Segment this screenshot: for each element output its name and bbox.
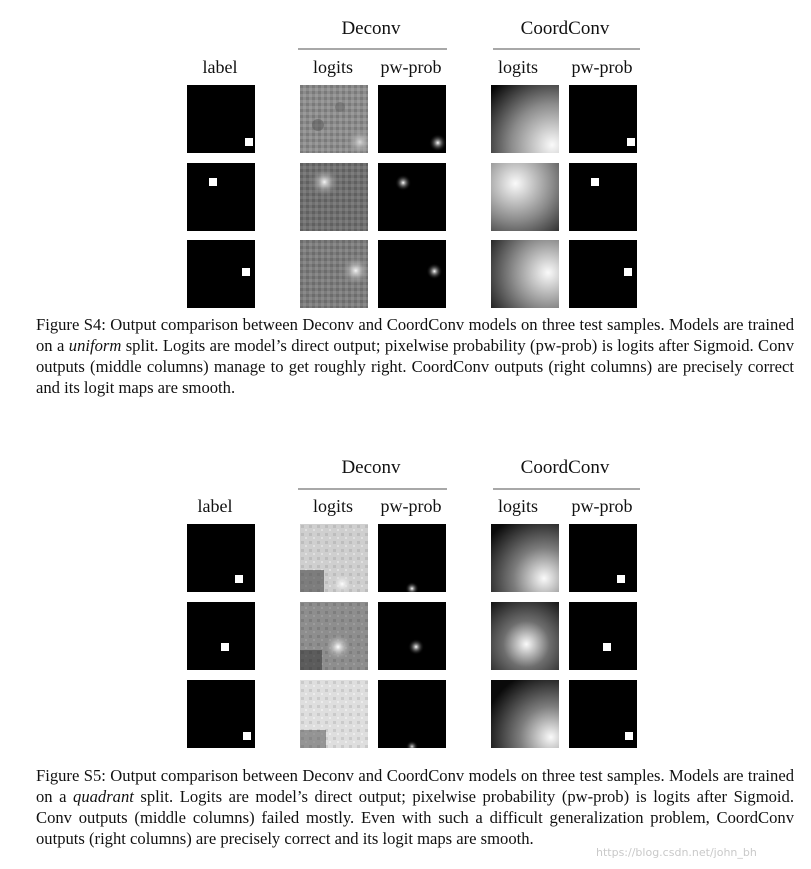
deconv-logits-image (300, 524, 368, 592)
deconv-pwprob-image (378, 680, 446, 748)
group-title-deconv: Deconv (341, 18, 401, 39)
figure-caption (36, 314, 794, 398)
deconv-logits-image (300, 240, 368, 308)
column-header-coordconv-logits: logits (497, 57, 538, 77)
deconv-pwprob-image (378, 163, 446, 231)
coordconv-pwprob-image (569, 602, 637, 670)
coordconv-pwprob-image (569, 680, 637, 748)
deconv-pwprob-image (378, 240, 446, 308)
watermark: https://blog.csdn.net/john_bh (596, 846, 757, 859)
label-image (187, 163, 255, 231)
coordconv-logits-image (491, 524, 559, 592)
group-rule-deconv (298, 48, 447, 50)
column-header-deconv-pwprob: pw-prob (380, 57, 442, 77)
group-title-deconv: Deconv (341, 457, 401, 478)
group-rule-coordconv (493, 48, 640, 50)
deconv-logits-image (300, 680, 368, 748)
column-header-coordconv-pwprob: pw-prob (571, 57, 633, 77)
caption-text: split. Logits are model’s direct output; pixelwise probability (pw-prob) is logits after Sigmoid. Conv outputs (middle columns) manage to get roughly right. CoordConv outputs (right columns) are precisely correct and its logit maps are smooth. (36, 336, 794, 397)
column-header-coordconv-pwprob: pw-prob (571, 496, 633, 516)
group-title-coordconv: CoordConv (520, 18, 610, 39)
column-header-deconv-logits: logits (312, 57, 353, 77)
coordconv-logits-image (491, 163, 559, 231)
group-rule-deconv (298, 488, 447, 490)
group-rule-coordconv (493, 488, 640, 490)
coordconv-logits-image (491, 680, 559, 748)
label-image (187, 680, 255, 748)
label-image (187, 602, 255, 670)
deconv-pwprob-image (378, 524, 446, 592)
label-image (187, 85, 255, 153)
label-image (187, 240, 255, 308)
column-header-label: label (197, 496, 233, 516)
figure-caption (36, 765, 794, 849)
deconv-logits-image (300, 85, 368, 153)
caption-text: Figure S4: Output comparison between Deconv and CoordConv models on three test samples. Models are trained on a (36, 315, 794, 355)
caption-text: split. Logits are model’s direct output; pixelwise probability (pw-prob) is logits after Sigmoid. Conv outputs (middle columns) failed mostly. Even with such a difficult generalization problem, CoordConv outputs (right columns) are precisely correct and its logit maps are smooth. (36, 787, 794, 848)
caption-split: uniform (68, 336, 122, 355)
column-header-deconv-pwprob: pw-prob (380, 496, 442, 516)
deconv-logits-image (300, 602, 368, 670)
deconv-pwprob-image (378, 85, 446, 153)
caption-split: quadrant (73, 787, 134, 806)
column-header-label: label (202, 57, 238, 77)
group-title-coordconv: CoordConv (520, 457, 610, 478)
coordconv-logits-image (491, 602, 559, 670)
label-image (187, 524, 255, 592)
deconv-pwprob-image (378, 602, 446, 670)
column-header-deconv-logits: logits (312, 496, 353, 516)
coordconv-logits-image (491, 240, 559, 308)
coordconv-logits-image (491, 85, 559, 153)
caption-text: Figure S5: Output comparison between Deconv and CoordConv models on three test samples. Models are trained on a (36, 766, 794, 806)
coordconv-pwprob-image (569, 524, 637, 592)
coordconv-pwprob-image (569, 163, 637, 231)
column-header-coordconv-logits: logits (497, 496, 538, 516)
deconv-logits-image (300, 163, 368, 231)
coordconv-pwprob-image (569, 240, 637, 308)
coordconv-pwprob-image (569, 85, 637, 153)
